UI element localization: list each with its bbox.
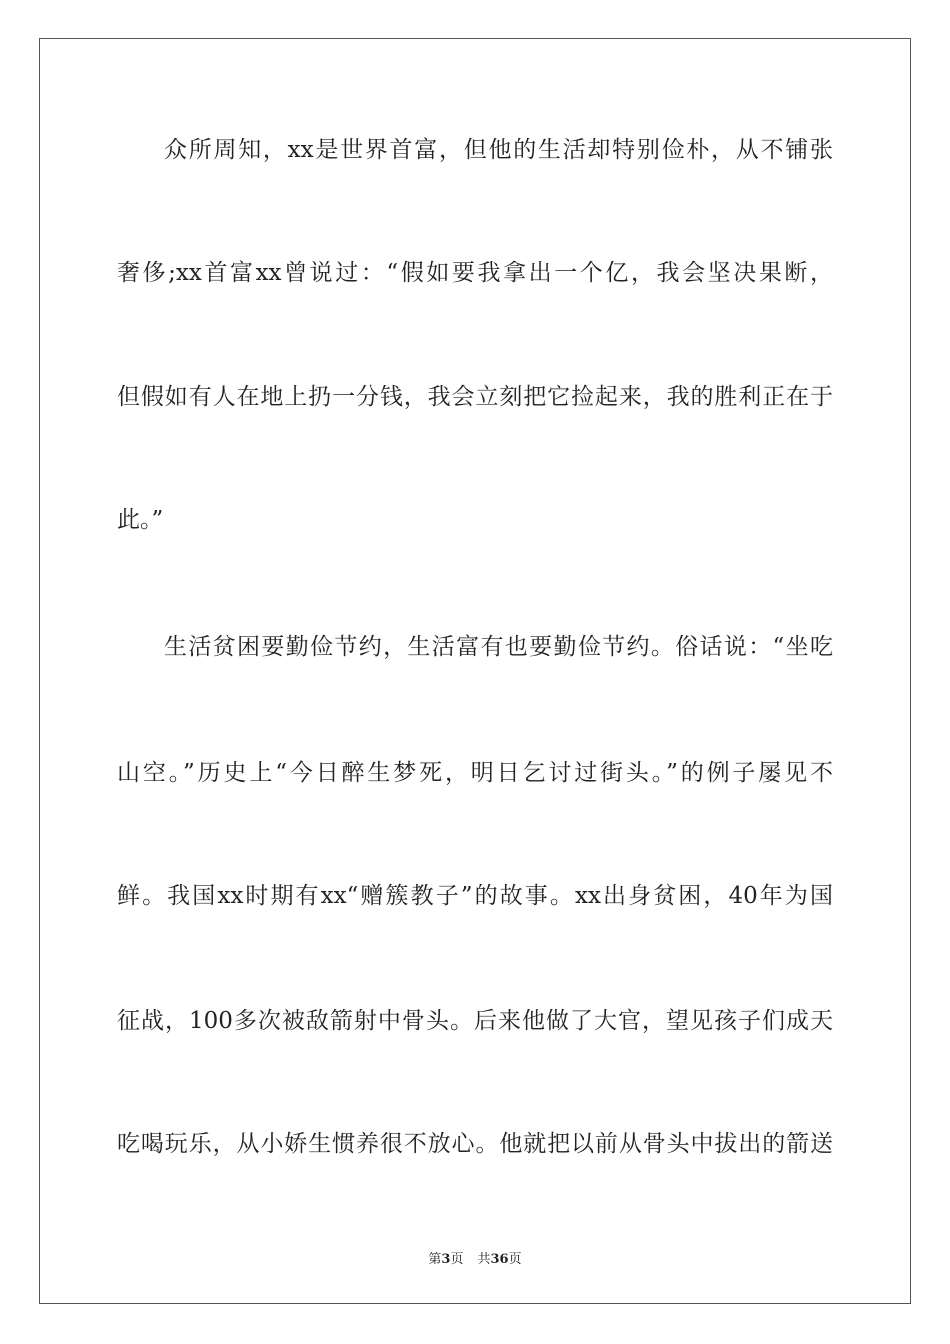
paragraph-1-line-3: 但假如有人在地上扔一分钱，我会立刻把它捡起来，我的胜利正在于 xyxy=(117,384,833,410)
paragraph-2-line-2: 山空。”历史上“今日醉生梦死，明日乞讨过街头。”的例子屡见不 xyxy=(117,760,833,786)
paragraph-1-line-4: 此。” xyxy=(117,507,164,533)
footer-total-prefix: 共 xyxy=(477,1252,491,1267)
footer-total-number: 36 xyxy=(490,1252,509,1267)
footer-page-suffix: 页 xyxy=(450,1252,464,1267)
paragraph-2-line-3: 鲜。我国xx时期有xx“赠簇教子”的故事。xx出身贫困，40年为国 xyxy=(117,883,833,909)
paragraph-2-line-1: 生活贫困要勤俭节约，生活富有也要勤俭节约。俗话说：“坐吃 xyxy=(164,634,833,660)
page-footer xyxy=(0,1248,950,1267)
footer-total-suffix: 页 xyxy=(508,1252,522,1267)
paragraph-1-line-2: 奢侈;xx首富xx曾说过：“假如要我拿出一个亿，我会坚决果断， xyxy=(117,260,833,286)
paragraph-2-line-5: 吃喝玩乐，从小娇生惯养很不放心。他就把以前从骨头中拔出的箭送 xyxy=(117,1131,833,1157)
paragraph-2-line-4: 征战，100多次被敌箭射中骨头。后来他做了大官，望见孩子们成天 xyxy=(117,1008,833,1034)
footer-page-number: 3 xyxy=(441,1252,451,1267)
paragraph-1-line-1: 众所周知，xx是世界首富，但他的生活却特别俭朴，从不铺张 xyxy=(164,137,833,163)
page-border xyxy=(39,38,911,1304)
footer-page-prefix: 第 xyxy=(428,1252,442,1267)
